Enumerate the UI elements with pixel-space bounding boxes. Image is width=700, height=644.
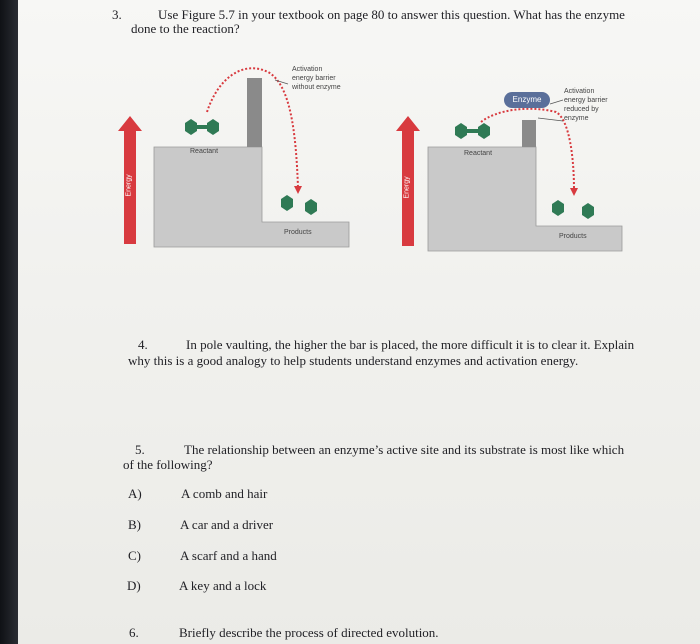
enzyme-pill: Enzyme: [504, 92, 550, 108]
q4-line1: In pole vaulting, the higher the bar is placed, the more difficult it is to clear it. Explain: [186, 337, 635, 352]
option-c-letter: C): [128, 548, 141, 563]
barrier-right: [522, 120, 536, 147]
barrier-label-left-2: energy barrier: [292, 75, 336, 82]
q6-number: 6.: [129, 625, 139, 640]
q3-line2: done to the reaction?: [131, 21, 240, 36]
barrier-label-left-3: without enzyme: [292, 84, 341, 91]
option-d-letter: D): [127, 578, 141, 593]
reactant-block-right: [428, 147, 622, 251]
figure-without-enzyme: [18, 0, 700, 320]
product-molecule-left-1: [281, 195, 293, 211]
option-b-text: A car and a driver: [180, 517, 274, 532]
barrier-label-right-2: energy barrier: [564, 97, 608, 104]
page-shadow-edge: [0, 0, 18, 644]
reactant-molecule-right: [455, 123, 467, 139]
product-molecule-left-2: [305, 199, 317, 215]
q5-number: 5.: [135, 442, 145, 457]
energy-label-left: Energy: [125, 174, 133, 197]
reactant-label-right: Reactant: [464, 150, 493, 157]
barrier-label-left-1: Activation: [292, 66, 323, 73]
barrier-label-right-3: reduced by: [564, 106, 599, 113]
option-a-letter: A): [128, 486, 142, 501]
option-a-text: A comb and hair: [181, 486, 268, 501]
q5-line1: The relationship between an enzyme’s active site and its substrate is most like which: [184, 442, 625, 457]
option-c-text: A scarf and a hand: [180, 548, 277, 563]
products-label-left: Products: [284, 229, 312, 236]
product-molecule-right-2: [582, 203, 594, 219]
products-label-right: Products: [559, 233, 587, 240]
reactant-molecule-left: [185, 119, 197, 135]
q4-line2: why this is a good analogy to help students understand enzymes and activation energy.: [128, 353, 579, 368]
q3-line1: Use Figure 5.7 in your textbook on page 80 to answer this question. What has the enzyme: [158, 7, 625, 22]
q5-line2: of the following?: [123, 457, 213, 472]
energy-label-right: Energy: [403, 176, 411, 199]
barrier-label-right-1: Activation: [564, 88, 595, 95]
barrier-left: [247, 78, 262, 147]
worksheet-page: [18, 0, 700, 644]
q4-number: 4.: [138, 337, 148, 352]
q6-text: Briefly describe the process of directed evolution.: [179, 625, 439, 640]
reactant-block-left: [154, 147, 349, 247]
product-molecule-right-1: [552, 200, 564, 216]
option-d-text: A key and a lock: [179, 578, 267, 593]
barrier-label-right-4: enzyme: [564, 115, 589, 122]
q3-number: 3.: [112, 7, 122, 22]
option-b-letter: B): [128, 517, 141, 532]
reactant-label-left: Reactant: [190, 148, 219, 155]
